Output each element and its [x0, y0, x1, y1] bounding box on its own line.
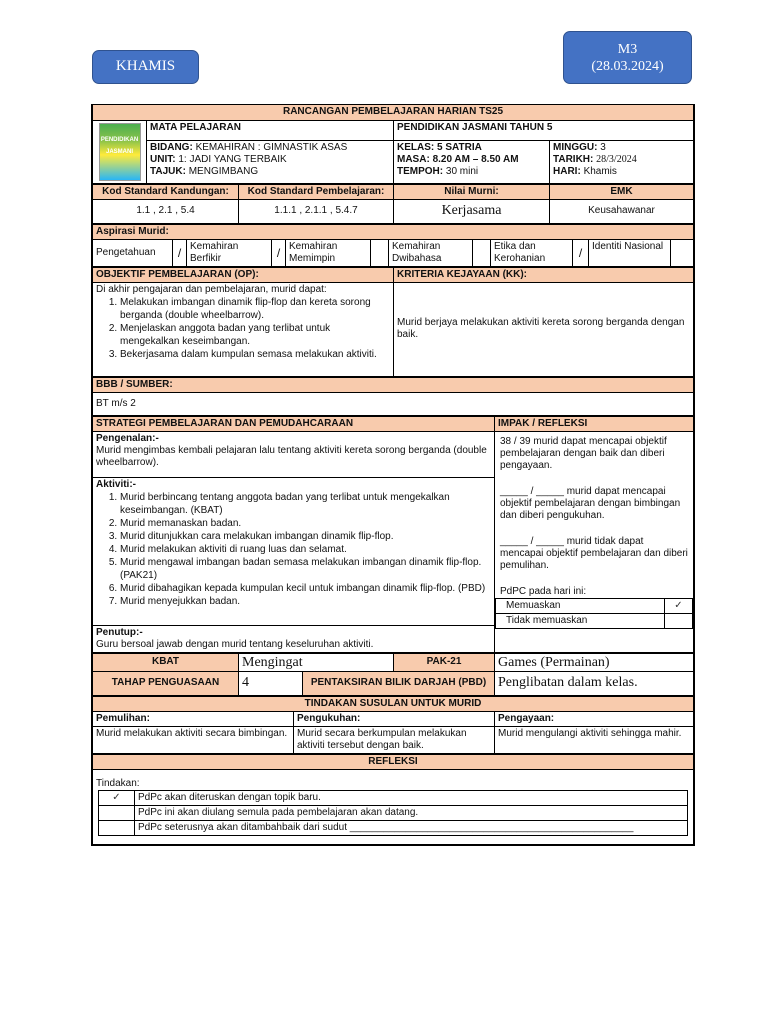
tajuk-value: MENGIMBANG [188, 165, 259, 177]
memuaskan-label: Memuaskan [496, 598, 665, 613]
kod-sk-label: Kod Standard Kandungan: [93, 184, 239, 199]
pemulihan-text: Murid melakukan aktiviti secara bimbingan. [93, 726, 294, 753]
textbook-cover [93, 120, 147, 183]
aktiviti-item: 4. Murid melakukan aktiviti di ruang luas dan selamat. [120, 543, 491, 556]
tahap-label: TAHAP PENGUASAAN [93, 671, 239, 695]
aspirasi-etika-mark: / [573, 239, 589, 266]
op-item: 2. Menjelaskan anggota badan yang terlibat untuk mengekalkan keseimbangan. [120, 322, 390, 348]
pemulihan-label: Pemulihan: [93, 711, 294, 726]
assessment-table [92, 653, 694, 696]
nilai-label: Nilai Murni: [394, 184, 550, 199]
bidang-value: KEMAHIRAN : GIMNASTIK ASAS [195, 141, 348, 153]
kod-sp-label: Kod Standard Pembelajaran: [239, 184, 394, 199]
pdpc-rating-table [495, 598, 693, 629]
aspirasi-etika: Etika dan Kerohanian [491, 239, 573, 266]
aspirasi-berfikir: Kemahiran Berfikir [187, 239, 272, 266]
op-intro: Di akhir pengajaran dan pembelajaran, murid dapat: [96, 283, 327, 295]
pbd-label: PENTAKSIRAN BILIK DARJAH (PBD) [303, 671, 495, 695]
textbook-cover-image [99, 123, 141, 181]
hari-label: HARI: [553, 165, 581, 177]
emk-value: Keusahawanar [550, 199, 694, 223]
objectives-table [92, 267, 694, 377]
tidak-memuaskan-check [665, 613, 693, 628]
unit-label: UNIT: [150, 153, 176, 165]
aspirasi-berfikir-mark: / [272, 239, 286, 266]
bbm-table [92, 377, 694, 416]
minggu-value: 3 [600, 141, 606, 153]
penutup-cell [93, 625, 495, 652]
strategy-table [92, 416, 694, 653]
tarikh-value: 28/3/2024 [596, 153, 637, 165]
pbd-value: Penglibatan dalam kelas. [495, 671, 694, 695]
impak-text-1: 38 / 39 murid dapat mencapai objektif pembelajaran dengan baik dan diberi pengayaan. [500, 435, 667, 471]
aspirasi-memimpin: Kemahiran Memimpin [286, 239, 371, 266]
pak21-value: Games (Permainan) [495, 653, 694, 671]
week-code: M3 [617, 42, 638, 57]
pengenalan-cell [93, 431, 495, 477]
strategi-label: STRATEGI PEMBELAJARAN DAN PEMUDAHCARAAN [93, 416, 495, 431]
tindakan-text: Tindakan: [96, 777, 140, 789]
kbat-value: Mengingat [239, 653, 394, 671]
penutup-label: Penutup:- [96, 626, 143, 638]
bbm-label: BBB / SUMBER: [93, 377, 694, 392]
kbat-label: KBAT [93, 653, 239, 671]
op-item: 1. Melakukan imbangan dinamik flip-flop dan kereta sorong berganda (double wheelbarrow). [120, 296, 390, 322]
aspirasi-pengetahuan: Pengetahuan [93, 239, 173, 266]
lesson-plan-sheet [91, 104, 695, 846]
pengukuhan-label: Pengukuhan: [294, 711, 495, 726]
aspirasi-identiti-mark [671, 239, 694, 266]
tajuk-label: TAJUK: [150, 165, 186, 177]
refleksi-check-icon: ✓ [99, 790, 135, 805]
penutup-text: Guru bersoal jawab dengan murid tentang keseluruhan aktiviti. [96, 638, 374, 650]
tindakan-label: TINDAKAN SUSULAN UNTUK MURID [93, 696, 694, 711]
topic-cell [147, 140, 394, 183]
form-title: RANCANGAN PEMBELAJARAN HARIAN TS25 [93, 105, 694, 120]
impak-cell [495, 431, 694, 652]
tidak-memuaskan-label: Tidak memuaskan [496, 613, 665, 628]
mata-pelajaran-label: MATA PELAJARAN [147, 120, 394, 140]
op-list [96, 296, 390, 361]
refleksi-check [99, 820, 135, 835]
masa-label: MASA: [397, 153, 430, 165]
masa-value: 8.20 AM – 8.50 AM [432, 153, 519, 165]
textbook-cover-text: PENDIDIKAN JASMANI [100, 136, 139, 155]
pengenalan-text: Murid mengimbas kembali pelajaran lalu tentang aktiviti kereta sorong berganda (double wheelbarrow). [96, 444, 487, 468]
refleksi-checklist [98, 790, 688, 836]
aktiviti-label: Aktiviti:- [96, 478, 136, 490]
aktiviti-list [96, 491, 491, 608]
aspirasi-label: Aspirasi Murid: [93, 224, 694, 239]
refleksi-item: PdPc akan diteruskan dengan topik baru. [135, 790, 688, 805]
pengayaan-label: Pengayaan: [495, 711, 694, 726]
aktiviti-item: 3. Murid ditunjukkan cara melakukan imbangan dinamik flip-flop. [120, 530, 491, 543]
class-cell [394, 140, 550, 183]
op-content [93, 282, 394, 376]
week-date: (28.03.2024) [591, 59, 664, 74]
aktiviti-item: 6. Murid dibahagikan kepada kumpulan kecil untuk imbangan dinamik flip-flop. (PBD) [120, 582, 491, 595]
aktiviti-cell [93, 477, 495, 625]
emk-label: EMK [550, 184, 694, 199]
aspirasi-identiti: Identiti Nasional [589, 239, 671, 266]
bbm-value: BT m/s 2 [93, 392, 694, 415]
tahap-value: 4 [239, 671, 303, 695]
kod-sp-value: 1.1.1 , 2.1.1 , 5.4.7 [239, 199, 394, 223]
pengukuhan-text: Murid secara berkumpulan melakukan aktiviti tersebut dengan baik. [294, 726, 495, 753]
followup-table [92, 696, 694, 754]
unit-value: 1: JADI YANG TERBAIK [178, 153, 287, 165]
refleksi-label: REFLEKSI [93, 754, 694, 769]
kelas-value: 5 SATRIA [437, 141, 482, 153]
kelas-label: KELAS: [397, 141, 435, 153]
tarikh-label: TARIKH: [553, 153, 594, 165]
bidang-label: BIDANG: [150, 141, 193, 153]
tempoh-label: TEMPOH: [397, 165, 444, 177]
pak21-label: PAK-21 [394, 653, 495, 671]
refleksi-item: PdPc ini akan diulang semula pada pembelajaran akan datang. [135, 805, 688, 820]
pdpc-label: PdPC pada hari ini: [500, 585, 587, 597]
op-item: 3. Bekerjasama dalam kumpulan semasa melakukan aktiviti. [120, 348, 390, 361]
aspirasi-dwibahasa-mark [473, 239, 491, 266]
week-badge [563, 31, 692, 84]
kk-label: KRITERIA KEJAYAAN (KK): [394, 267, 694, 282]
aktiviti-item: 5. Murid mengawal imbangan badan semasa melakukan imbangan dinamik flip-flop. (PAK21) [120, 556, 491, 582]
day-badge: KHAMIS [92, 50, 199, 84]
aspirasi-dwibahasa: Kemahiran Dwibahasa [389, 239, 473, 266]
impak-text-3: _____ / _____ murid tidak dapat mencapai objektif pembelajaran dan diberi pemulihan. [500, 535, 688, 571]
kk-text: Murid berjaya melakukan aktiviti kereta sorong berganda dengan baik. [394, 282, 694, 376]
aktiviti-item: 7. Murid menyejukkan badan. [120, 595, 491, 608]
kod-sk-value: 1.1 , 2.1 , 5.4 [93, 199, 239, 223]
aktiviti-item: 2. Murid memanaskan badan. [120, 517, 491, 530]
pengenalan-label: Pengenalan:- [96, 432, 159, 444]
aspirasi-table [92, 224, 694, 267]
refleksi-item: PdPc seterusnya akan ditambahbaik dari sudut ___________________________________________________ [135, 820, 688, 835]
nilai-value: Kerjasama [394, 199, 550, 223]
aspirasi-pengetahuan-mark: / [173, 239, 187, 266]
pengayaan-text: Murid mengulangi aktiviti sehingga mahir. [495, 726, 694, 753]
refleksi-table [92, 754, 694, 845]
refleksi-cell [93, 769, 694, 844]
op-label: OBJEKTIF PEMBELAJARAN (OP): [93, 267, 394, 282]
impak-text-2: _____ / _____ murid dapat mencapai objektif pembelajaran dengan bimbingan dan diberi pengukuhan. [500, 485, 681, 521]
impak-label: IMPAK / REFLEKSI [495, 416, 694, 431]
mata-pelajaran-value: PENDIDIKAN JASMANI TAHUN 5 [394, 120, 694, 140]
date-cell [550, 140, 694, 183]
header-table [92, 105, 694, 184]
tempoh-value: 30 mini [445, 165, 479, 177]
aspirasi-memimpin-mark [371, 239, 389, 266]
memuaskan-check-icon: ✓ [665, 598, 693, 613]
aktiviti-item: 1. Murid berbincang tentang anggota badan yang terlibat untuk mengekalkan keseimbangan. (KBAT) [120, 491, 491, 517]
hari-value: Khamis [583, 165, 617, 177]
standards-table [92, 184, 694, 224]
refleksi-check [99, 805, 135, 820]
minggu-label: MINGGU: [553, 141, 598, 153]
